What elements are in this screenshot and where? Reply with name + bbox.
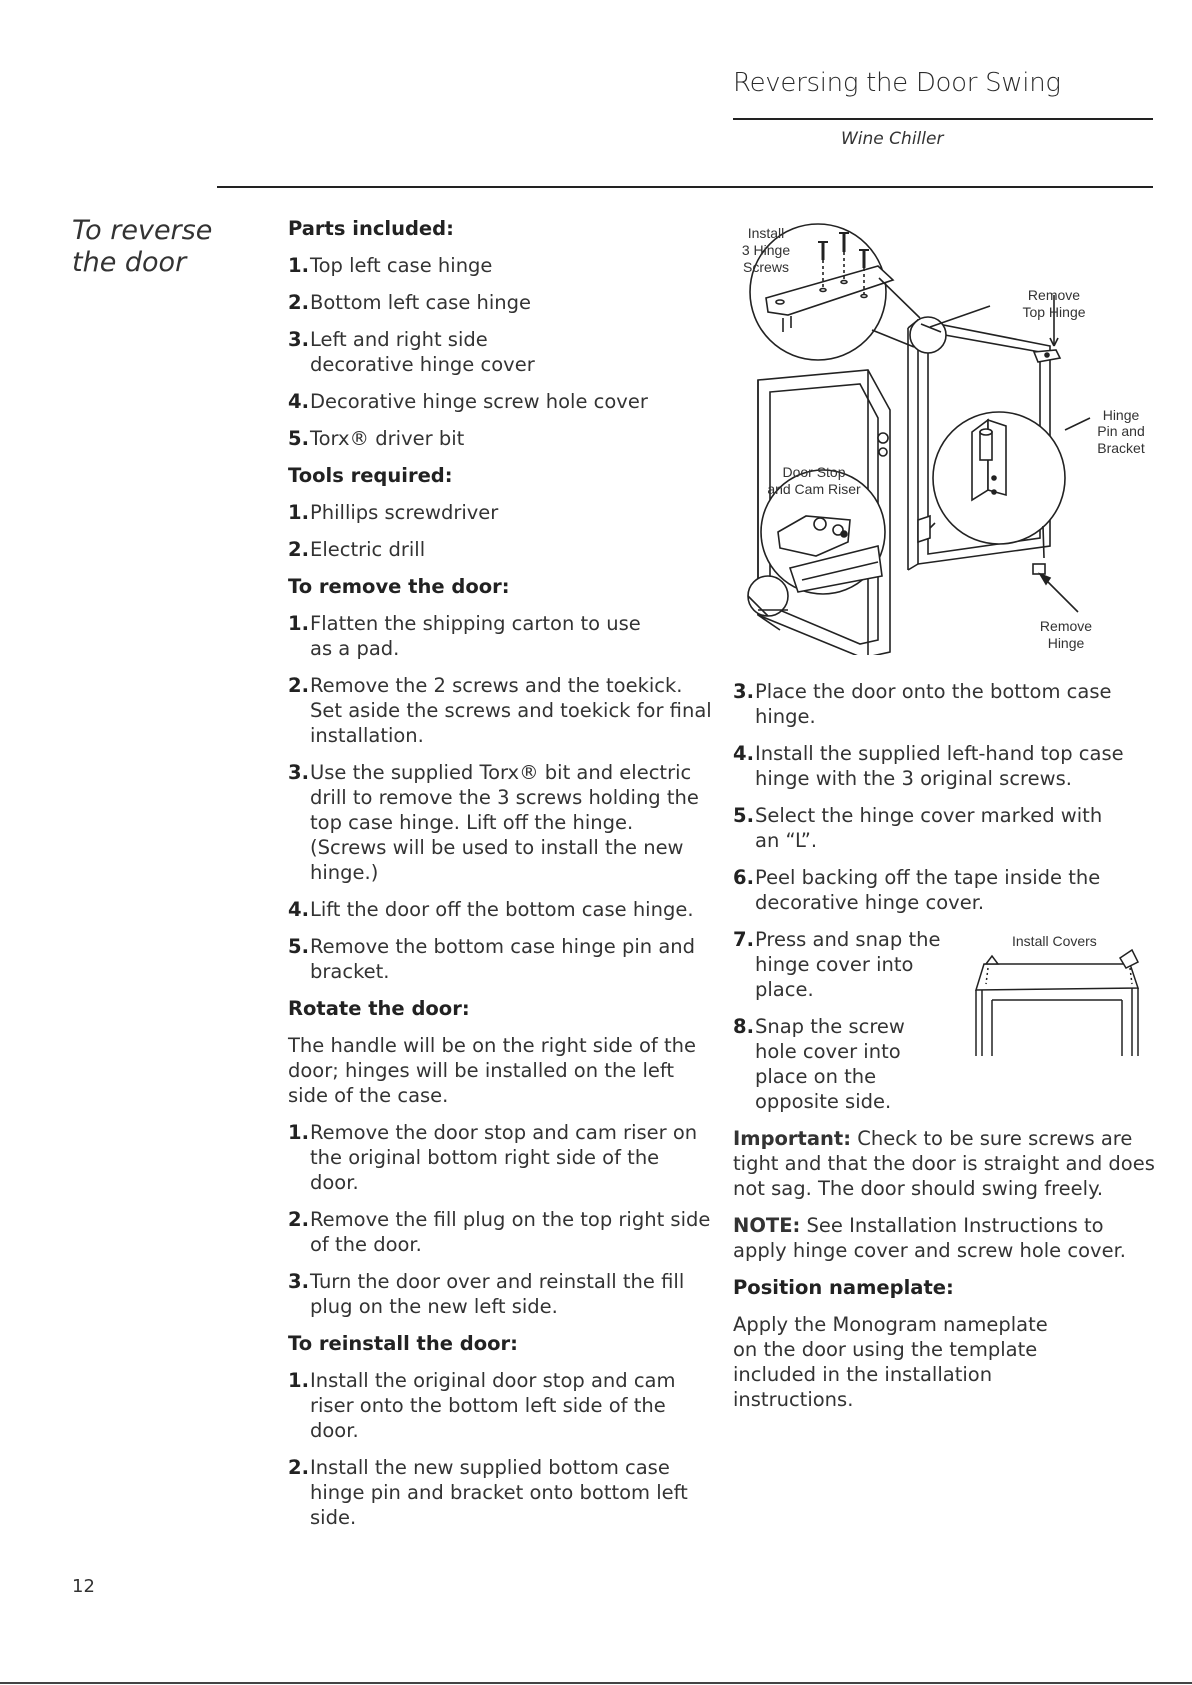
svg-text:and Cam Riser: and Cam Riser — [767, 481, 861, 497]
diagram-label-remove-top-hinge: Remove — [1027, 287, 1081, 303]
list-item: 7. Press and snap the hinge cover into place. — [733, 928, 941, 1001]
remove-door-steps — [288, 611, 713, 984]
left-column — [288, 216, 713, 1542]
list-item: 3. Place the door onto the bottom case hinge. — [733, 680, 1112, 728]
svg-text:Screws: Screws — [743, 259, 789, 275]
important-note: Important: Check to be sure screws are tight and that the door is straight and does not sag. The door should swing freely. — [733, 1127, 1155, 1200]
svg-text:Bracket: Bracket — [1097, 440, 1145, 456]
parts-list — [288, 253, 713, 451]
list-item: 8. Snap the screw hole cover into place on the opposite side. — [733, 1015, 905, 1113]
list-item: 5. Select the hinge cover marked with an “L”. — [733, 804, 1103, 852]
list-item: 3. Use the supplied Torx® bit and electric drill to remove the 3 screws holding the top case hinge. Lift off the hinge. (Screws will be used to install the new hinge.) — [288, 761, 699, 884]
diagram-label-door-stop: Door Stop — [782, 464, 846, 480]
section-title: To reverse the door — [72, 215, 213, 278]
section-divider — [217, 186, 1153, 188]
nameplate-text: Apply the Monogram nameplate on the door using the template included in the installation instructions. — [733, 1313, 1048, 1411]
list-item: 2. Remove the 2 screws and the toekick. Set aside the screws and toekick for final installation. — [288, 674, 712, 747]
diagram-label-hinge-pin: Hinge — [1102, 407, 1140, 423]
tools-list — [288, 500, 713, 562]
list-item: 2. Electric drill — [288, 538, 426, 561]
list-item: 1. Remove the door stop and cam riser on the original bottom right side of the door. — [288, 1121, 698, 1194]
remove-door-heading: To remove the door: — [288, 575, 510, 598]
parts-heading: Parts included: — [288, 217, 454, 240]
list-item: 3. Turn the door over and reinstall the fill plug on the new left side. — [288, 1270, 685, 1318]
list-item: 4. Decorative hinge screw hole cover — [288, 390, 648, 413]
svg-text:Hinge: Hinge — [1047, 635, 1085, 651]
installation-note: NOTE: See Installation Instructions to apply hinge cover and screw hole cover. — [733, 1214, 1126, 1262]
list-item: 1. Top left case hinge — [288, 254, 493, 277]
page-number: 12 — [72, 1576, 95, 1597]
list-item: 4. Lift the door off the bottom case hinge. — [288, 898, 694, 921]
rotate-door-intro: The handle will be on the right side of the door; hinges will be installed on the left side of the case. — [288, 1034, 696, 1107]
reinstall-door-heading: To reinstall the door: — [288, 1332, 518, 1355]
page-header-title: Reversing the Door Swing — [733, 68, 1061, 98]
rotate-door-heading: Rotate the door: — [288, 997, 470, 1020]
reinstall-door-steps — [288, 1368, 713, 1530]
tools-heading: Tools required: — [288, 464, 453, 487]
list-item: 1. Install the original door stop and cam riser onto the bottom left side of the door. — [288, 1369, 676, 1442]
page-header-subtitle: Wine Chiller — [841, 129, 944, 149]
install-covers-diagram — [970, 928, 1145, 1058]
list-item: 4. Install the supplied left-hand top case hinge with the 3 original screws. — [733, 742, 1124, 790]
svg-text:3 Hinge: 3 Hinge — [741, 242, 791, 258]
diagram-label-install-covers: Install Covers — [1012, 933, 1097, 949]
svg-text:Pin and: Pin and — [1097, 423, 1145, 439]
nameplate-heading: Position nameplate: — [733, 1276, 954, 1299]
list-item: 3. Left and right side decorative hinge cover — [288, 328, 535, 376]
list-item: 1. Flatten the shipping carton to use as a pad. — [288, 612, 641, 660]
diagram-label-install: Install — [747, 225, 785, 241]
list-item: 2. Install the new supplied bottom case hinge pin and bracket onto bottom left side. — [288, 1456, 688, 1529]
list-item: 1. Phillips screwdriver — [288, 501, 499, 524]
diagram-label-remove-hinge: Remove — [1039, 618, 1093, 634]
list-item: 2. Bottom left case hinge — [288, 291, 532, 314]
door-reversal-diagram — [738, 220, 1158, 655]
list-item: 2. Remove the fill plug on the top right side of the door. — [288, 1208, 711, 1256]
list-item: 6. Peel backing off the tape inside the decorative hinge cover. — [733, 866, 1101, 914]
svg-text:Top Hinge: Top Hinge — [1022, 304, 1086, 320]
rotate-door-steps — [288, 1120, 713, 1319]
list-item: 5. Remove the bottom case hinge pin and bracket. — [288, 935, 696, 983]
footer-divider — [0, 1682, 1192, 1684]
list-item: 5. Torx® driver bit — [288, 427, 465, 450]
header-divider — [733, 118, 1153, 120]
